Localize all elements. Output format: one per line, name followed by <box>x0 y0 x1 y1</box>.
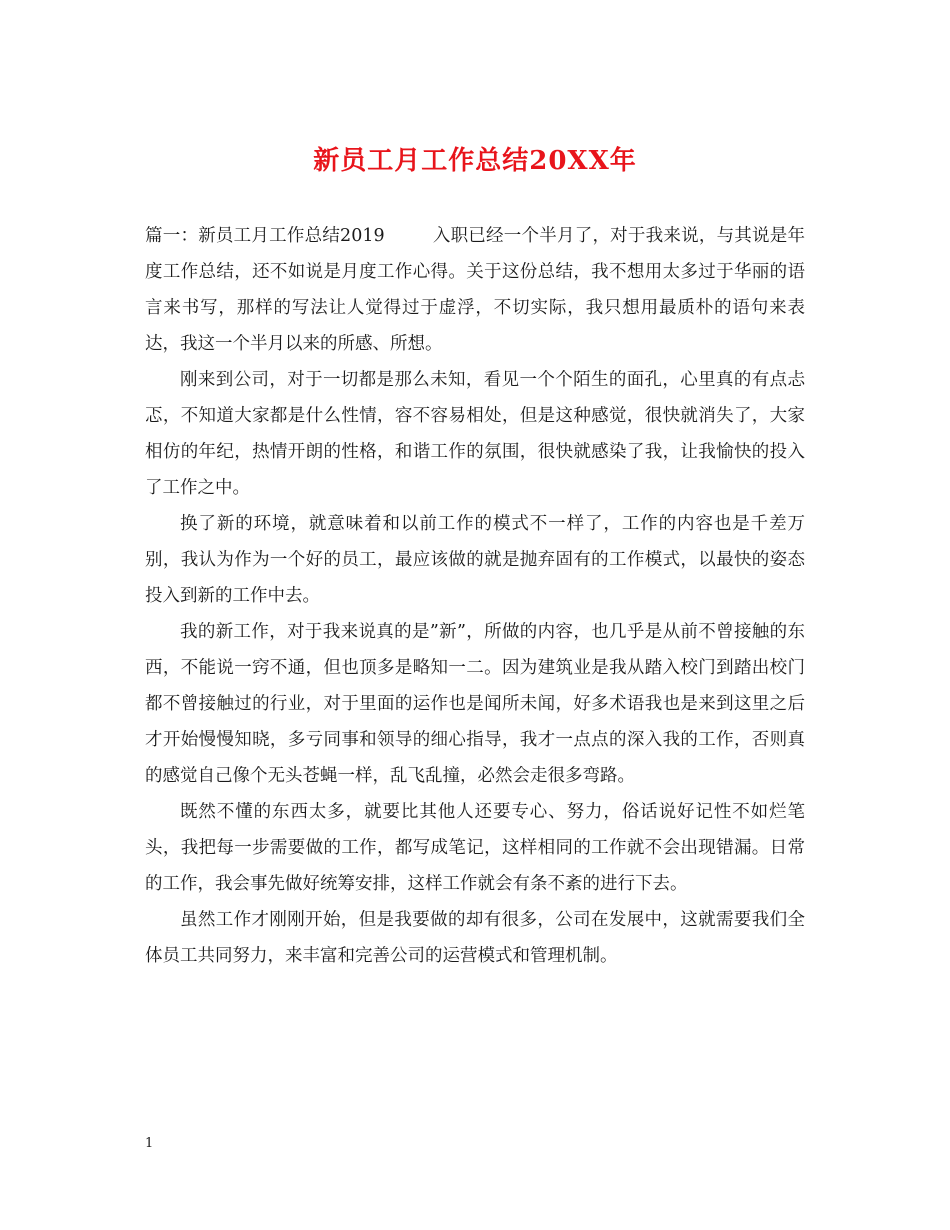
intro-text: 入职已经一个半月了，对于我来说，与其说是年度工作总结，还不如说是月度工作心得。关于这份总结，我不想用太多过于华丽的语言来书写，那样的写法让人觉得过于虚浮，不切实际，我只想用最质朴的语句来表达，我这一个半月以来的所感、所想。 <box>145 226 805 354</box>
paragraph: 虽然工作才刚刚开始，但是我要做的却有很多，公司在发展中，这就需要我们全体员工共同努力，来丰富和完善公司的运营模式和管理机制。 <box>145 910 805 966</box>
intro-label: 篇一：新员工月工作总结2019 <box>145 226 385 246</box>
paragraph: 我的新工作，对于我来说真的是”新”，所做的内容，也几乎是从前不曾接触的东西，不能说一窍不通，但也顶多是略知一二。因为建筑业是我从踏入校门到踏出校门都不曾接触过的行业，对于里面的运作也是闻所未闻，好多术语我也是来到这里之后才开始慢慢知晓，多亏同事和领导的细心指导，我才一点点的深入我的工作，否则真的感觉自己像个无头苍蝇一样，乱飞乱撞，必然会走很多弯路。 <box>145 622 805 786</box>
intro-paragraph <box>145 218 805 362</box>
paragraph: 换了新的环境，就意味着和以前工作的模式不一样了，工作的内容也是千差万别，我认为作为一个好的员工，最应该做的就是抛弃固有的工作模式，以最快的姿态投入到新的工作中去。 <box>145 514 805 606</box>
paragraph: 既然不懂的东西太多，就要比其他人还要专心、努力，俗话说好记性不如烂笔头，我把每一步需要做的工作，都写成笔记，这样相同的工作就不会出现错漏。日常的工作，我会事先做好统筹安排，这样工作就会有条不紊的进行下去。 <box>145 802 805 894</box>
document-title: 新员工月工作总结20XX年 <box>313 146 637 176</box>
page-number: 1 <box>145 1136 154 1151</box>
document-body <box>145 218 805 974</box>
paragraph: 刚来到公司，对于一切都是那么未知，看见一个个陌生的面孔，心里真的有点忐忑，不知道大家都是什么性情，容不容易相处，但是这种感觉，很快就消失了，大家相仿的年纪，热情开朗的性格，和谐工作的氛围，很快就感染了我，让我愉快的投入了工作之中。 <box>145 370 805 498</box>
